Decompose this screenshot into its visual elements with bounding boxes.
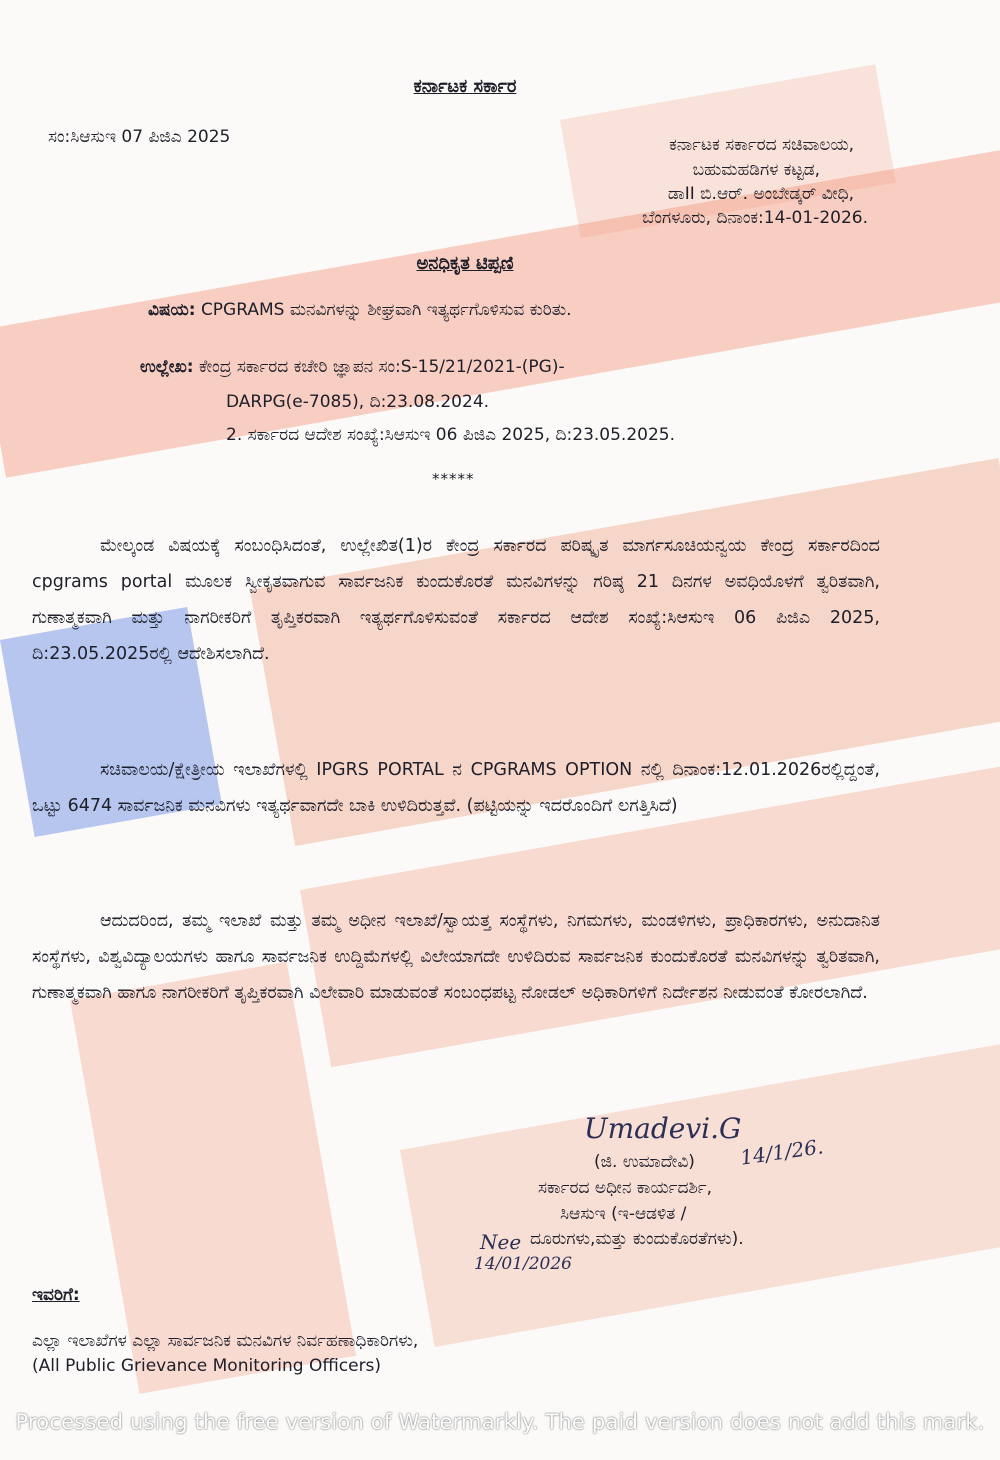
- government-title: ಕರ್ನಾಟಕ ಸರ್ಕಾರ: [413, 76, 517, 97]
- subject-text: CPGRAMS ಮನವಿಗಳನ್ನು ಶೀಘ್ರವಾಗಿ ಇತ್ಯರ್ಥಗೊಳಿಸುವ ಕುರಿತು.: [200, 300, 572, 320]
- watermark-band-5: [70, 962, 356, 1394]
- paragraph-1: ಮೇಲ್ಕಂಡ ವಿಷಯಕ್ಕೆ ಸಂಬಂಧಿಸಿದಂತೆ, ಉಲ್ಲೇಖಿತ(1)ರ ಕೇಂದ್ರ ಸರ್ಕಾರದ ಪರಿಷ್ಕೃತ ಮಾರ್ಗಸೂಚಿಯನ್ವಯ ಕೇಂದ್ರ ಸರ್ಕಾರದಿಂದ cpgrams portal ಮೂಲಕ ಸ್ವೀಕೃತವಾಗುವ ಸಾರ್ವಜನಿಕ ಕುಂದುಕೊರತೆ ಮನವಿಗಳನ್ನು ಗರಿಷ್ಠ 21 ದಿನಗಳ ಅವಧಿಯೊಳಗೆ ತ್ವರಿತವಾಗಿ, ಗುಣಾತ್ಮಕವಾಗಿ ಮತ್ತು ನಾಗರೀಕರಿಗೆ ತೃಪ್ತಿಕರವಾಗಿ ಇತ್ಯರ್ಥಗೊಳಿಸುವಂತೆ ಸರ್ಕಾರದ ಆದೇಶ ಸಂಖ್ಯೆ:ಸಿಆಸುಇ 06 ಪಿಜಿಎ 2025, ದಿ:23.05.2025ರಲ್ಲಿ ಆದೇಶಿಸಲಾಗಿದೆ.: [32, 535, 880, 664]
- signatory-department-2: ದೂರುಗಳು,ಮತ್ತು ಕುಂದುಕೊರತೆಗಳು).: [530, 1229, 744, 1249]
- watermark-text: Processed using the free version of Watermarkly. The paid version does not add this mark.: [15, 1410, 985, 1434]
- subject-label: ವಿಷಯ:: [148, 300, 196, 320]
- address-line-2: ಬಹುಮಹಡಿಗಳ ಕಟ್ಟಡ,: [692, 160, 820, 180]
- reference-number: ಸಂ:ಸಿಆಸುಇ 07 ಪಿಜಿಎ 2025: [48, 127, 231, 147]
- handwritten-signature-date: 14/1/26.: [738, 1134, 825, 1170]
- handwritten-signature: Umadevi.G: [584, 1112, 742, 1145]
- reference-text-1: ಕೇಂದ್ರ ಸರ್ಕಾರದ ಕಚೇರಿ ಜ್ಞಾಪನ ಸಂ:S-15/21/2021-(PG)-: [198, 357, 565, 377]
- signatory-designation: ಸರ್ಕಾರದ ಅಧೀನ ಕಾರ್ಯದರ್ಶಿ,: [538, 1178, 712, 1198]
- handwritten-initials-date: 14/01/2026: [474, 1254, 572, 1274]
- recipients-label: ಇವರಿಗೆ:: [32, 1285, 80, 1305]
- document-title: ಅನಧಿಕೃತ ಟಿಪ್ಪಣಿ: [416, 253, 514, 274]
- recipients-line-kannada: ಎಲ್ಲಾ ಇಲಾಖೆಗಳ ಎಲ್ಲಾ ಸಾರ್ವಜನಿಕ ಮನವಿಗಳ ನಿರ್ವಹಣಾಧಿಕಾರಿಗಳು,: [32, 1331, 419, 1351]
- subject-line: [148, 300, 572, 320]
- address-line-3: ಡಾII ಬಿ.ಆರ್. ಅಂಬೇಡ್ಕರ್ ವೀಧಿ,: [667, 184, 854, 204]
- signatory-department-1: ಸಿಆಸುಇ (ಇ-ಆಡಳಿತ /: [560, 1204, 687, 1224]
- address-line-4: ಬೆಂಗಳೂರು, ದಿನಾಂಕ:14-01-2026.: [642, 208, 868, 228]
- handwritten-initials: Nee: [480, 1230, 522, 1254]
- signatory-name: (ಜಿ. ಉಮಾದೇವಿ): [594, 1152, 695, 1172]
- reference-line-3: 2. ಸರ್ಕಾರದ ಆದೇಶ ಸಂಖ್ಯೆ:ಸಿಆಸುಇ 06 ಪಿಜಿಎ 2025, ದಿ:23.05.2025.: [226, 425, 675, 445]
- paragraph-2: ಸಚಿವಾಲಯ/ಕ್ಷೇತ್ರೀಯ ಇಲಾಖೆಗಳಲ್ಲಿ IPGRS PORTAL ನ CPGRAMS OPTION ನಲ್ಲಿ ದಿನಾಂಕ:12.01.2026ರಲ್ಲಿದ್ದಂತೆ, ಒಟ್ಟು 6474 ಸಾರ್ವಜನಿಕ ಮನವಿಗಳು ಇತ್ಯರ್ಥವಾಗದೇ ಬಾಕಿ ಉಳಿದಿರುತ್ತವೆ. (ಪಟ್ಟಿಯನ್ನು ಇದರೊಂದಿಗೆ ಲಗತ್ತಿಸಿದೆ): [32, 759, 880, 816]
- paragraph-3: ಆದುದರಿಂದ, ತಮ್ಮ ಇಲಾಖೆ ಮತ್ತು ತಮ್ಮ ಅಧೀನ ಇಲಾಖೆ/ಸ್ವಾಯತ್ತ ಸಂಸ್ಥೆಗಳು, ನಿಗಮಗಳು, ಮಂಡಳಿಗಳು, ಪ್ರಾಧಿಕಾರಗಳು, ಅನುದಾನಿತ ಸಂಸ್ಥೆಗಳು, ವಿಶ್ವವಿದ್ಯಾಲಯಗಳು ಹಾಗೂ ಸಾರ್ವಜನಿಕ ಉದ್ದಿಮೆಗಳಲ್ಲಿ ವಿಲೇಯಾಗದೇ ಉಳಿದಿರುವ ಸಾರ್ವಜನಿಕ ಕುಂದುಕೊರತೆ ಮನವಿಗಳನ್ನು ತ್ವರಿತವಾಗಿ, ಗುಣಾತ್ಮಕವಾಗಿ ಹಾಗೂ ನಾಗರೀಕರಿಗೆ ತೃಪ್ತಿಕರವಾಗಿ ವಿಲೇವಾರಿ ಮಾಡುವಂತೆ ಸಂಬಂಧಪಟ್ಟ ನೋಡಲ್ ಅಧಿಕಾರಿಗಳಿಗೆ ನಿರ್ದೇಶನ ನೀಡುವಂತೆ ಕೋರಲಾಗಿದೆ.: [32, 910, 880, 1003]
- reference-label: ಉಲ್ಲೇಖ:: [140, 357, 194, 377]
- reference-line-2: DARPG(e-7085), ದಿ:23.08.2024.: [226, 392, 490, 412]
- address-line-1: ಕರ್ನಾಟಕ ಸರ್ಕಾರದ ಸಚಿವಾಲಯ,: [669, 135, 854, 155]
- reference-line-1: [140, 357, 565, 377]
- recipients-line-english: (All Public Grievance Monitoring Officers): [32, 1356, 382, 1376]
- separator-stars: *****: [432, 470, 475, 488]
